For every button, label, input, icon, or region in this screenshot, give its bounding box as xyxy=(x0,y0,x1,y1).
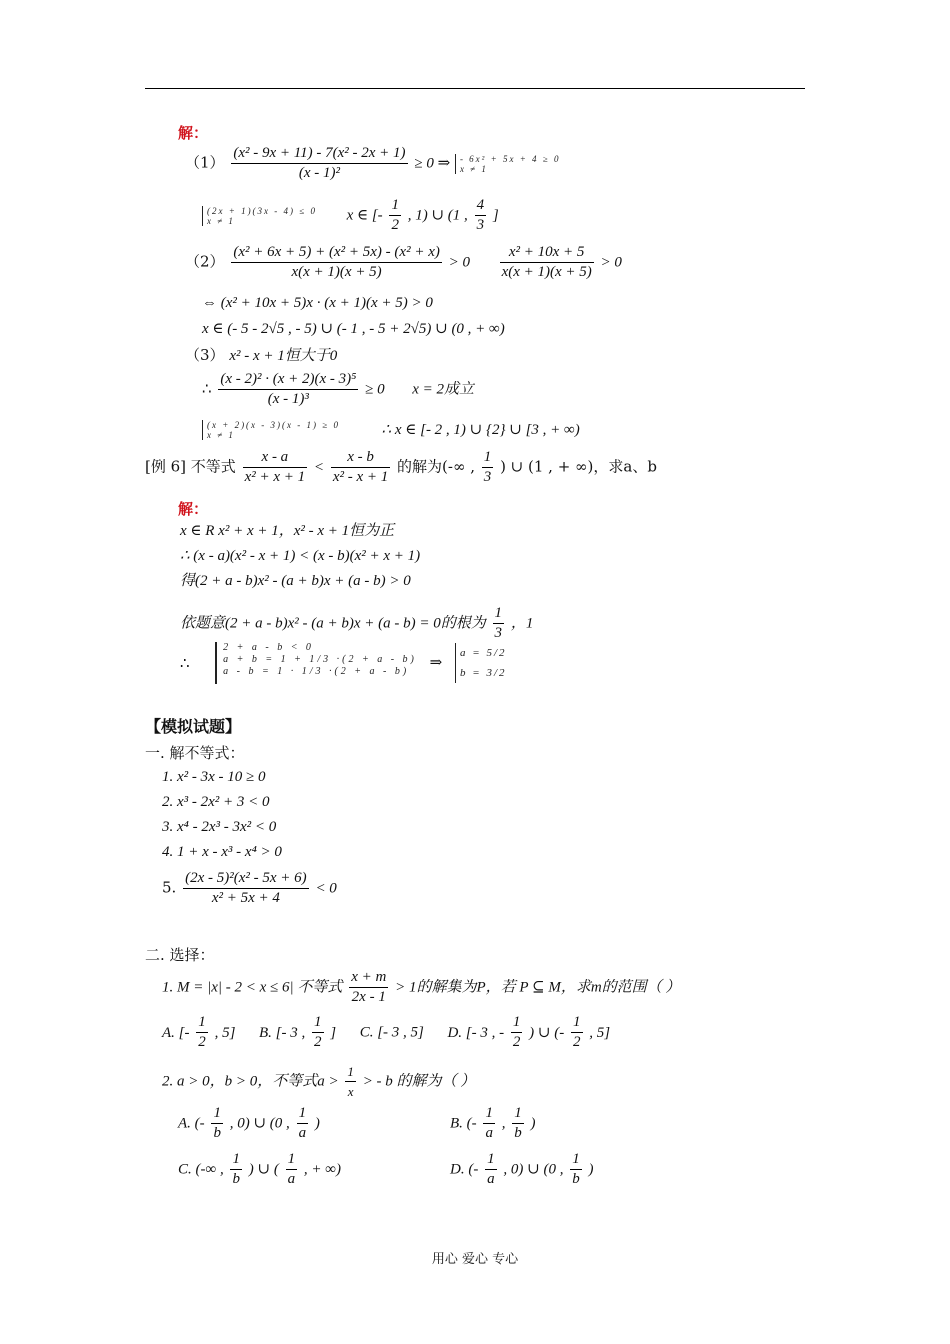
fraction-numerator: 4 xyxy=(475,196,487,216)
result-system xyxy=(455,643,506,683)
option-b xyxy=(258,1014,341,1050)
relation: > 0 xyxy=(448,254,470,271)
option-text: , + ∞) xyxy=(303,1161,341,1178)
question-number: 5. xyxy=(162,878,177,897)
fraction-numerator: 1 xyxy=(211,1104,223,1124)
question-text: > 1的解集为P，若 P ⊆ M，求m的范围（ ） xyxy=(395,979,681,996)
fraction-numerator: 1 xyxy=(570,1150,582,1170)
therefore-symbol: ∴ xyxy=(180,654,190,672)
fraction-numerator: 1 xyxy=(196,1013,208,1033)
option-text: A. [- xyxy=(162,1024,190,1041)
fraction xyxy=(493,604,505,643)
fraction-denominator: (x - 1)³ xyxy=(267,391,309,407)
problem-1-label: （1） xyxy=(185,153,225,172)
problem-2-line-1 xyxy=(185,243,622,282)
fraction-denominator: a xyxy=(287,1171,296,1187)
problem-3-line-3 xyxy=(202,420,580,440)
fraction-numerator: 1 xyxy=(312,1013,324,1033)
fraction xyxy=(475,196,487,235)
relation: ≥ 0 xyxy=(365,381,385,398)
fraction-numerator: 1 xyxy=(512,1104,524,1124)
fraction-numerator: (2x - 5)²(x² - 5x + 6) xyxy=(183,869,309,889)
fraction xyxy=(512,1104,524,1143)
system-row: a = 5/2 xyxy=(460,647,507,659)
relation: < xyxy=(313,459,325,476)
fraction-numerator: (x² + 6x + 5) + (x² + 5x) - (x² + x) xyxy=(231,243,442,263)
fraction-numerator: 1 xyxy=(482,448,494,468)
part-2-question-1-options xyxy=(162,1013,610,1052)
fraction-denominator: a xyxy=(298,1125,307,1141)
relation: < 0 xyxy=(315,880,337,897)
fraction xyxy=(571,1013,583,1052)
system-row: (x + 2)(x - 3)(x - 1) ≥ 0 xyxy=(207,420,340,430)
solution-text: 依题意(2 + a - b)x² - (a + b)x + (a - b) = 0的根为 xyxy=(180,615,486,632)
option-text: ) ∪ ( xyxy=(248,1161,279,1178)
fraction-denominator: b xyxy=(572,1171,580,1187)
option-text: B. [- 3 , xyxy=(258,1024,306,1041)
header-rule xyxy=(145,88,805,89)
option-text: C. (-∞ , xyxy=(178,1161,224,1178)
system-row: x ≠ 1 xyxy=(459,163,488,174)
option-text: A. (- xyxy=(178,1115,205,1132)
fraction-denominator: 2x - 1 xyxy=(351,989,386,1005)
system-row: x ≠ 1 xyxy=(207,430,235,440)
inequality-system xyxy=(455,154,561,174)
fraction xyxy=(297,1104,309,1143)
system-row: x ≠ 1 xyxy=(207,215,235,226)
problem-2-line-2: ⇔ (x² + 10x + 5)x · (x + 1)(x + 5) > 0 xyxy=(202,295,433,311)
fraction-denominator: x xyxy=(347,1084,354,1099)
solution-6-line-5 xyxy=(180,642,513,684)
example-6-text: ) ∪ (1 , + ∞)，求a、b xyxy=(500,457,657,476)
option-text: , 5] xyxy=(589,1024,611,1041)
question-text: 2. a > 0，b > 0，不等式a > xyxy=(162,1073,339,1090)
problem-1-fraction xyxy=(231,144,407,183)
relation: ≥ 0 ⇒ xyxy=(414,155,451,172)
option-d xyxy=(447,1014,611,1050)
fraction-numerator: 1 xyxy=(230,1150,242,1170)
question-text: > - b 的解为（ ） xyxy=(362,1073,476,1090)
option-text: , 0) ∪ (0 , xyxy=(503,1161,564,1178)
fraction-denominator: x² - x + 1 xyxy=(332,469,389,485)
inequality-system xyxy=(202,206,317,226)
fraction xyxy=(211,1104,223,1143)
part-2-question-2 xyxy=(162,1062,475,1101)
fraction xyxy=(500,243,594,282)
system-row: 2 + a - b < 0 xyxy=(223,642,314,653)
fraction-denominator: 2 xyxy=(314,1034,322,1050)
system-row: b = 3/2 xyxy=(460,667,507,679)
fraction-denominator: b xyxy=(232,1171,240,1187)
fraction-denominator: a xyxy=(487,1171,495,1187)
fraction xyxy=(231,243,442,282)
option-text: D. (- xyxy=(450,1161,479,1178)
inequality-system xyxy=(202,420,340,440)
fraction-denominator: 3 xyxy=(483,469,492,485)
fraction-numerator: 1 xyxy=(297,1104,309,1124)
implies-arrow: ⇒ xyxy=(429,655,443,671)
option-text: ) xyxy=(588,1161,594,1178)
problem-2-line-3: x ∈ (- 5 - 2√5 , - 5) ∪ (- 1 , - 5 + 2√5) ∪ (0 , + ∞) xyxy=(202,321,505,337)
part-1-title: 一. 解不等式： xyxy=(145,744,245,762)
fraction-denominator: 3 xyxy=(476,217,485,233)
fraction-numerator: x - b xyxy=(331,448,390,468)
solution-6-line-4 xyxy=(180,604,533,643)
fraction xyxy=(218,370,358,409)
option-text: , xyxy=(501,1115,506,1132)
problem-1-line-1 xyxy=(185,144,566,183)
fraction-numerator: (x² - 9x + 11) - 7(x² - 2x + 1) xyxy=(231,144,407,164)
fraction xyxy=(331,448,390,487)
option-text: , 5] xyxy=(214,1024,236,1041)
fraction xyxy=(243,448,308,487)
fraction xyxy=(485,1150,497,1189)
page-footer: 用心 爱心 专心 xyxy=(431,1252,519,1267)
fraction-denominator: 2 xyxy=(391,217,399,233)
solution-text: ，1 xyxy=(510,615,534,632)
relation: > 0 xyxy=(600,254,622,271)
fraction-denominator: x² + 5x + 4 xyxy=(211,890,280,906)
option-a xyxy=(162,1014,240,1050)
system-row: (2x + 1)(3x - 4) ≤ 0 xyxy=(207,205,317,216)
answer-text: x ∈ [- xyxy=(346,207,383,224)
fraction-numerator: 1 xyxy=(286,1150,298,1170)
fraction-denominator: (x - 1)² xyxy=(298,165,341,181)
fraction-denominator: b xyxy=(213,1125,221,1141)
option-text: D. [- 3 , - xyxy=(447,1024,505,1041)
problem-1-line-2 xyxy=(202,196,499,235)
fraction-denominator: 2 xyxy=(573,1034,581,1050)
fraction-denominator: b xyxy=(514,1125,522,1141)
fraction-numerator: (x - 2)² · (x + 2)(x - 3)⁵ xyxy=(218,370,358,390)
option-text: ) xyxy=(530,1115,536,1132)
fraction xyxy=(345,1062,356,1101)
problem-3-label: （3） xyxy=(185,346,225,364)
therefore-symbol: ∴ xyxy=(202,379,212,398)
fraction-numerator: 1 xyxy=(485,1150,497,1170)
fraction-numerator: 1 xyxy=(511,1013,523,1033)
fraction-numerator: x² + 10x + 5 xyxy=(500,243,594,263)
fraction-numerator: 1 xyxy=(345,1062,356,1082)
mock-test-title: 【模拟试题】 xyxy=(145,717,242,736)
answer-text: ] xyxy=(492,207,499,224)
fraction xyxy=(570,1150,582,1189)
fraction-denominator: 2 xyxy=(198,1034,206,1050)
fraction-denominator: x(x + 1)(x + 5) xyxy=(291,264,382,280)
question-text: 1. M = |x| - 2 < x ≤ 6| 不等式 xyxy=(162,979,343,996)
note-text: x = 2成立 xyxy=(412,381,474,398)
fraction-denominator: x² + x + 1 xyxy=(244,469,306,485)
fraction xyxy=(511,1013,523,1052)
fraction-numerator: 1 xyxy=(493,604,505,624)
part-1-question-2: 2. x³ - 2x² + 3 < 0 xyxy=(162,794,270,810)
solution-6-line-1: x ∈ R x² + x + 1，x² - x + 1恒为正 xyxy=(180,523,395,539)
part-1-question-5 xyxy=(162,869,337,908)
equation-system xyxy=(215,642,417,684)
fraction-numerator: 1 xyxy=(389,196,401,216)
part-2-question-1 xyxy=(162,968,680,1007)
answer-text: , 1) ∪ (1 , xyxy=(407,207,468,224)
fraction xyxy=(183,869,309,908)
fraction xyxy=(312,1013,324,1052)
system-row: a + b = 1 + 1/3 ·(2 + a - b) xyxy=(223,654,417,665)
option-text: ) xyxy=(314,1115,320,1132)
fraction xyxy=(483,1104,495,1143)
solution-6-label: 解： xyxy=(178,500,209,518)
problem-3-text: x² - x + 1恒大于0 xyxy=(229,348,338,364)
fraction-numerator: 1 xyxy=(483,1104,495,1124)
system-row: a - b = 1 · 1/3 ·(2 + a - b) xyxy=(223,666,410,677)
part-1-question-4: 4. 1 + x - x³ - x⁴ > 0 xyxy=(162,844,282,860)
fraction-numerator: x - a xyxy=(243,448,308,468)
fraction-numerator: x + m xyxy=(349,968,388,988)
problem-3-line-1 xyxy=(185,346,337,365)
system-row: - 6x² + 5x + 4 ≥ 0 xyxy=(459,153,561,164)
part-2-title: 二. 选择： xyxy=(145,946,215,964)
answer-text: ∴ x ∈ [- 2 , 1) ∪ {2} ∪ [3 , + ∞) xyxy=(381,422,580,438)
example-6-text: 的解为(-∞ , xyxy=(397,457,475,476)
fraction xyxy=(349,968,388,1007)
option-text: ) ∪ (- xyxy=(529,1024,565,1041)
option-text: B. (- xyxy=(450,1115,477,1132)
fraction xyxy=(482,448,494,487)
part-1-question-3: 3. x⁴ - 2x³ - 3x² < 0 xyxy=(162,819,277,835)
fraction xyxy=(286,1150,298,1189)
solution-6-line-2: ∴ (x - a)(x² - x + 1) < (x - b)(x² + x + 1) xyxy=(180,548,421,564)
fraction xyxy=(196,1013,208,1052)
option-a xyxy=(178,1104,320,1143)
example-6-label: [例 6] 不等式 xyxy=(145,457,236,476)
fraction-numerator: 1 xyxy=(571,1013,583,1033)
option-c: C. [- 3 , 5] xyxy=(359,1024,424,1041)
problem-3-line-2 xyxy=(202,370,474,409)
option-text: ] xyxy=(330,1024,337,1041)
part-1-question-1: 1. x² - 3x - 10 ≥ 0 xyxy=(162,769,266,785)
fraction-denominator: x(x + 1)(x + 5) xyxy=(501,264,592,280)
option-c xyxy=(178,1150,341,1189)
fraction-denominator: a xyxy=(485,1125,493,1141)
fraction-denominator: 2 xyxy=(512,1034,521,1050)
fraction xyxy=(230,1150,242,1189)
problem-2-label: （2） xyxy=(185,252,225,271)
option-d xyxy=(450,1150,594,1189)
solution-label: 解： xyxy=(178,124,209,142)
option-text: , 0) ∪ (0 , xyxy=(229,1115,290,1132)
example-6 xyxy=(145,448,657,487)
solution-6-line-3: 得(2 + a - b)x² - (a + b)x + (a - b) > 0 xyxy=(180,573,411,589)
fraction-denominator: 3 xyxy=(494,625,503,641)
fraction xyxy=(389,196,401,235)
option-b xyxy=(450,1104,536,1143)
